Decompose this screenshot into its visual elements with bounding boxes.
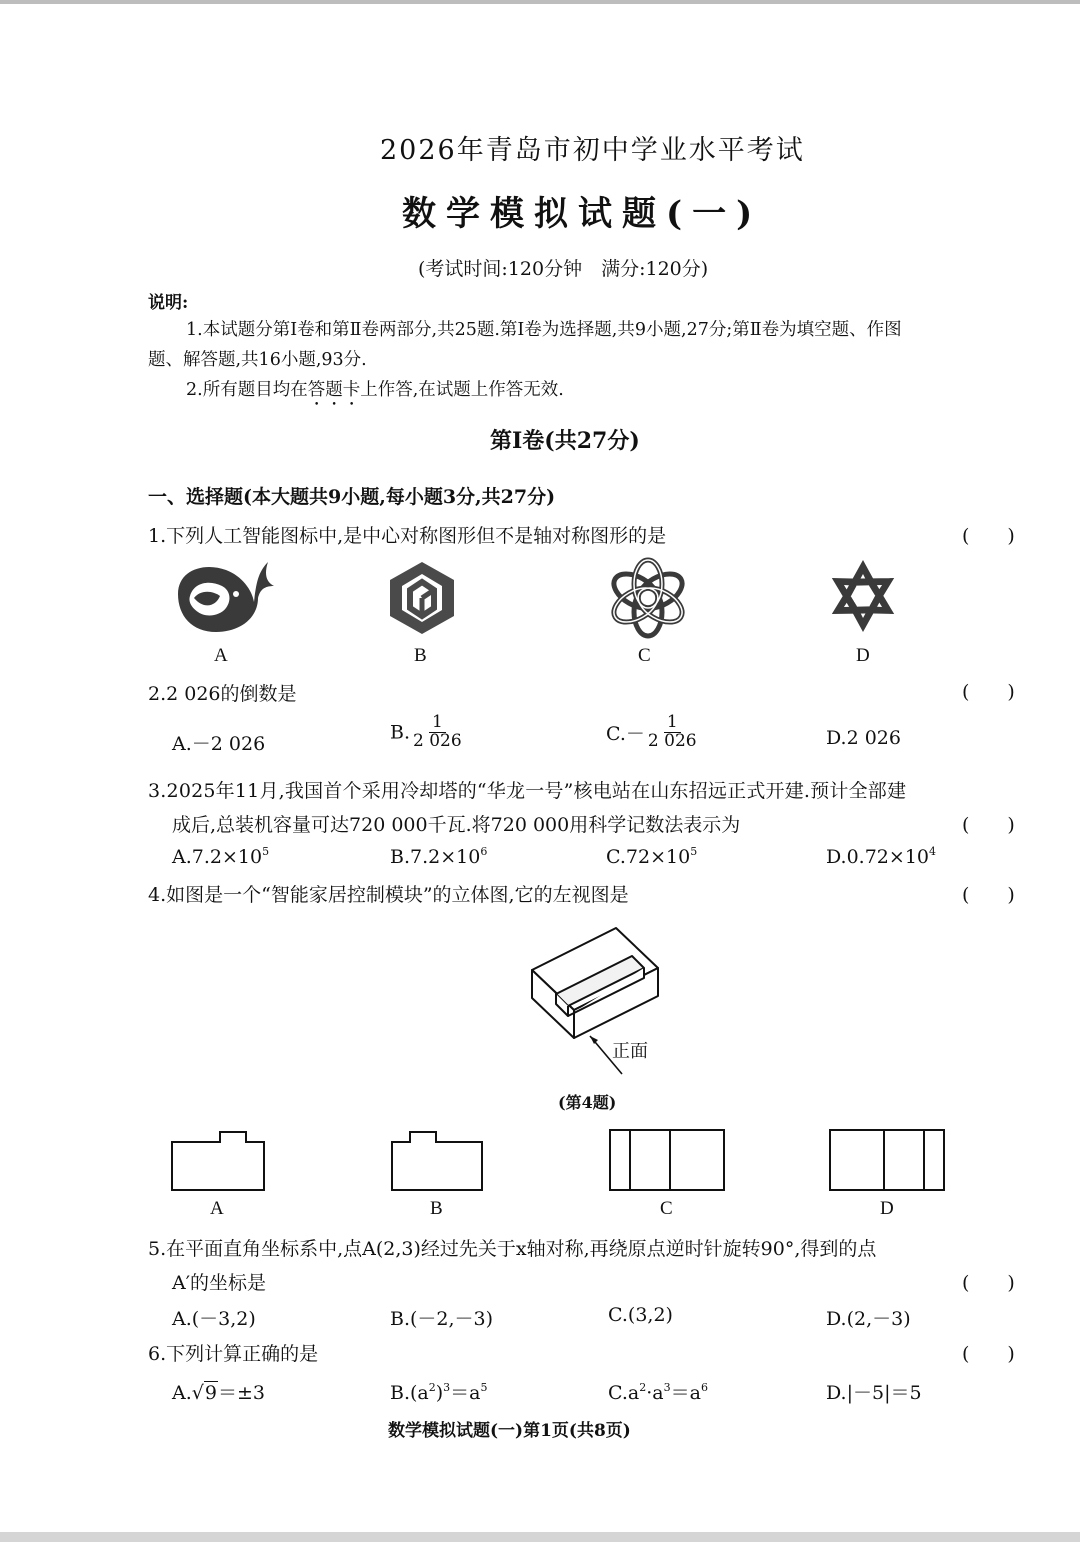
instruction-2: [186, 376, 564, 410]
q6-option-b: [390, 1378, 488, 1405]
q4-option-d-figure: [828, 1128, 946, 1192]
top-edge-bar: [0, 0, 1080, 4]
q2-option-c: [606, 714, 700, 751]
sqrt-sign-icon: √: [191, 1382, 204, 1404]
q2-c-denominator: 2 026: [647, 730, 697, 751]
q4-answer-paren: ( ): [962, 884, 1015, 906]
q5-line2: A′的坐标是: [172, 1272, 267, 1294]
q4-label-b: B: [430, 1198, 443, 1219]
q2-b-denominator: 2 026: [413, 730, 462, 751]
q3-answer-paren: ( ): [962, 814, 1015, 836]
q4-option-a-figure: [170, 1130, 266, 1192]
whale-logo-icon: [170, 556, 274, 636]
triangle-star-logo-icon: [824, 558, 902, 634]
q3-d-exp: 4: [929, 845, 936, 858]
q1-label-a: A: [214, 645, 228, 666]
bottom-edge-bar: [0, 1532, 1080, 1542]
instruction-2-post: 上作答,在试题上作答无效.: [360, 380, 564, 400]
q6-c-exp3: 6: [700, 1381, 708, 1394]
q3-option-d: [826, 845, 936, 868]
q6-b-exp2: 3: [443, 1381, 451, 1394]
q6-b-exp1: 2: [428, 1381, 436, 1394]
q2-option-c-prefix: C.－: [606, 722, 645, 745]
q6-option-c: [608, 1378, 708, 1405]
q6-c-text2: ·a: [646, 1382, 664, 1404]
q1-stem: 1.下列人工智能图标中,是中心对称图形但不是轴对称图形的是: [148, 525, 667, 547]
q3-option-b: [390, 845, 487, 868]
q3-a-base: A.7.2×10: [172, 846, 263, 868]
q5-option-b: B.(－2,－3): [390, 1308, 494, 1330]
q3-a-exp: 5: [262, 845, 270, 858]
q2-option-d: D.2 026: [826, 727, 901, 749]
q4-front-label: 正面: [612, 1041, 648, 1062]
q3-b-base: B.7.2×10: [390, 846, 481, 868]
q2-option-b-fraction: [410, 714, 465, 751]
q6-stem: 6.下列计算正确的是: [148, 1343, 319, 1365]
page-title: 数学模拟试题(一): [402, 194, 763, 234]
q3-c-base: C.72×10: [606, 846, 691, 868]
q6-a-radicand: 9: [204, 1382, 217, 1404]
instruction-2-pre: 2.所有题目均在: [186, 380, 308, 400]
q6-option-d: D.|－5|＝5: [826, 1382, 922, 1404]
q3-option-c: [606, 845, 697, 868]
q2-answer-paren: ( ): [962, 681, 1015, 703]
q6-option-a: [172, 1378, 265, 1405]
exam-name: 2026年青岛市初中学业水平考试: [380, 135, 805, 166]
q2-c-numerator: 1: [664, 714, 681, 733]
q5-option-c: C.(3,2): [608, 1304, 673, 1326]
q3-d-base: D.0.72×10: [826, 846, 929, 868]
instructions-heading: 说明:: [148, 293, 189, 313]
q1-label-d: D: [856, 645, 870, 666]
q2-option-b-prefix: B.: [390, 721, 411, 744]
q2-option-a: A.－2 026: [172, 733, 266, 755]
q3-line2: 成后,总装机容量可达720 000千瓦.将720 000用科学记数法表示为: [172, 814, 741, 836]
q6-answer-paren: ( ): [962, 1343, 1015, 1365]
q2-option-b: [390, 714, 465, 751]
exam-meta: (考试时间:120分钟 满分:120分): [418, 258, 709, 280]
q4-label-a: A: [210, 1198, 224, 1219]
instruction-2-emphasis: 答题卡: [307, 380, 361, 400]
part1-title: 第Ⅰ卷(共27分): [490, 428, 640, 454]
q6-a-prefix: A.: [172, 1382, 192, 1404]
q1-answer-paren: ( ): [962, 525, 1015, 547]
q6-b-text2: ): [435, 1382, 444, 1404]
q6-c-exp2: 3: [663, 1381, 671, 1394]
q4-option-b-figure: [390, 1130, 484, 1192]
q1-label-c: C: [638, 645, 651, 666]
q6-b-text1: B.(a: [390, 1382, 429, 1404]
instruction-1-line1: 1.本试题分第Ⅰ卷和第Ⅱ卷两部分,共25题.第Ⅰ卷为选择题,共9小题,27分;第Ⅱ卷为填空题、作图: [186, 320, 902, 340]
q4-stem: 4.如图是一个“智能家居控制模块”的立体图,它的左视图是: [148, 884, 629, 906]
q6-a-suffix: ＝±3: [217, 1382, 265, 1404]
q6-c-text1: C.a: [608, 1382, 640, 1404]
hexagon-cube-logo-icon: [388, 560, 456, 636]
knot-flower-logo-icon: [606, 556, 690, 640]
q4-option-c-figure: [608, 1128, 726, 1192]
q2-stem: 2.2 026的倒数是: [148, 683, 297, 705]
q5-option-a: A.(－3,2): [172, 1308, 256, 1330]
q3-b-exp: 6: [480, 845, 488, 858]
q2-b-numerator: 1: [429, 714, 446, 733]
section1-title: 一、选择题(本大题共9小题,每小题3分,共27分): [148, 486, 556, 508]
q5-line1: 5.在平面直角坐标系中,点A(2,3)经过先关于x轴对称,再绕原点逆时针旋转90°,得到的点: [148, 1238, 877, 1260]
q3-option-a: [172, 845, 269, 868]
q5-option-d: D.(2,－3): [826, 1308, 911, 1330]
q6-b-text3: ＝a: [450, 1382, 481, 1404]
q3-c-exp: 5: [690, 845, 698, 858]
q4-label-c: C: [660, 1198, 673, 1219]
q5-answer-paren: ( ): [962, 1272, 1015, 1294]
q6-c-text3: ＝a: [670, 1382, 701, 1404]
page-footer: 数学模拟试题(一)第1页(共8页): [388, 1421, 631, 1441]
q4-label-d: D: [880, 1198, 894, 1219]
q1-label-b: B: [414, 645, 427, 666]
q6-c-exp1: 2: [639, 1381, 647, 1394]
instruction-1-line2: 题、解答题,共16小题,93分.: [148, 350, 367, 370]
q4-figure-caption: (第4题): [558, 1093, 617, 1112]
q6-b-exp3: 5: [480, 1381, 488, 1394]
q3-line1: 3.2025年11月,我国首个采用冷却塔的“华龙一号”核电站在山东招远正式开建.预计全部建: [148, 780, 907, 802]
q2-option-c-fraction: [645, 714, 700, 751]
